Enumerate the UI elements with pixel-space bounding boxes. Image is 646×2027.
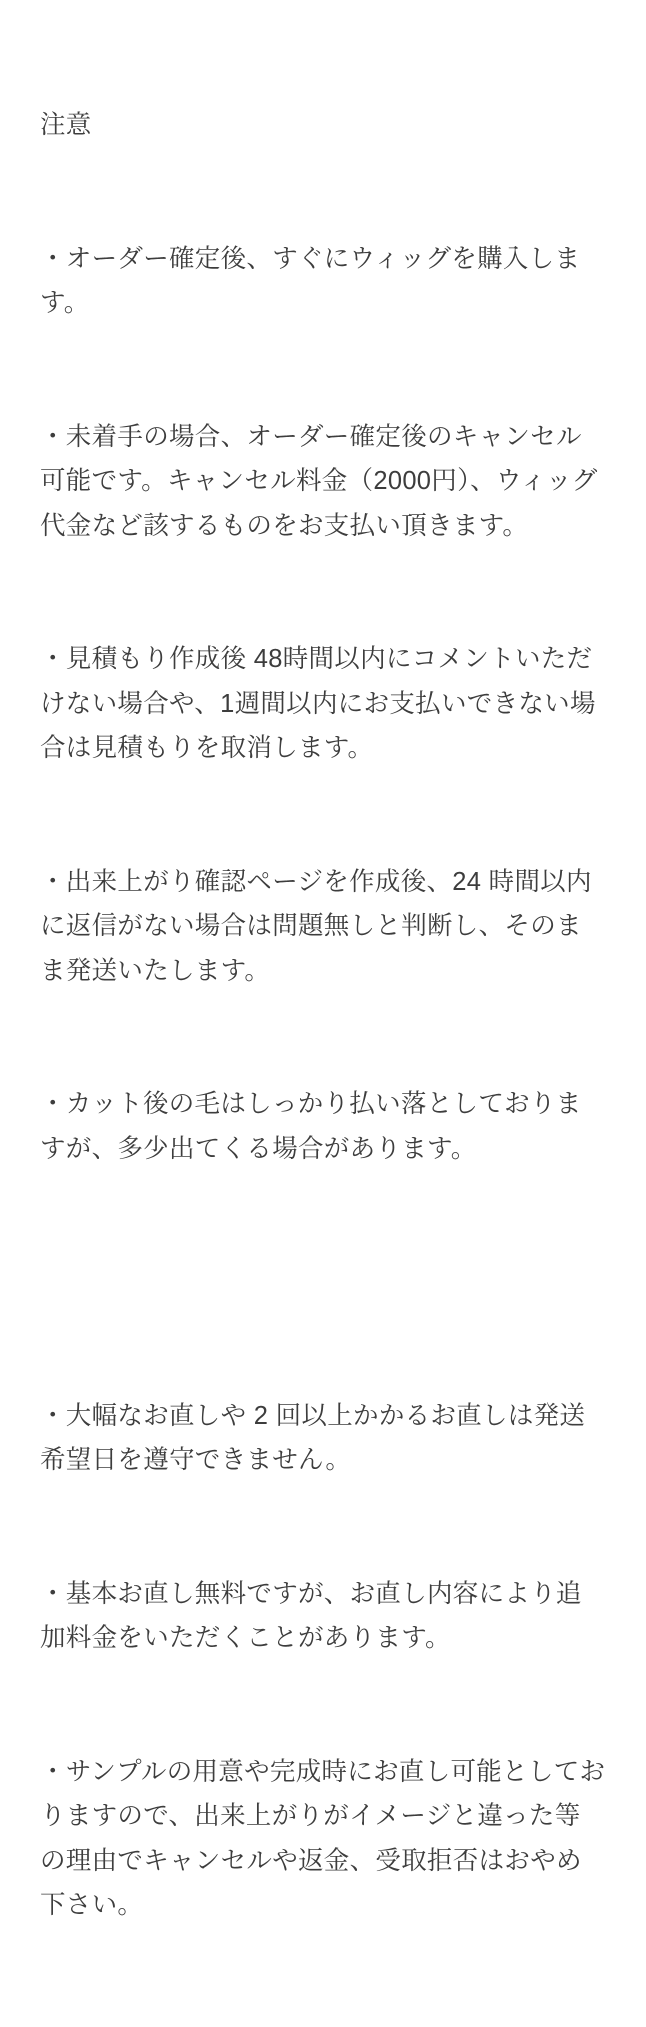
notice-paragraph-7: ・基本お直し無料ですが、お直し内容により追加料金をいただくことがあります。 — [40, 1579, 582, 1652]
notice-paragraph-6: ・大幅なお直しや 2 回以上かかるお直しは発送希望日を遵守できません。 — [40, 1401, 586, 1474]
notice-paragraph-8: ・サンプルの用意や完成時にお直し可能としておりますので、出来上がりがイメージと違った等の理由でキャンセルや返金、受取拒否はおやめ下さい。 — [40, 1757, 606, 1919]
paragraph-spacer — [40, 1260, 606, 1305]
notice-paragraph-3: ・見積もり作成後 48時間以内にコメントいただけない場合や、1週間以内にお支払いできない場合は見積もりを取消します。 — [40, 645, 596, 762]
notice-paragraph-1: ・オーダー確定後、すぐにウィッグを購入します。 — [40, 244, 581, 317]
notice-paragraph-5: ・カット後の毛はしっかり払い落としておりますが、多少出てくる場合があります。 — [40, 1090, 582, 1163]
notice-paragraph-4: ・出来上がり確認ページを作成後、24 時間以内に返信がない場合は問題無しと判断し、そのまま発送いたします。 — [40, 867, 592, 985]
document-heading: 注意 — [40, 111, 92, 139]
notice-paragraph-2: ・未着手の場合、オーダー確定後のキャンセル可能です。キャンセル料金（2000円）、ウィッグ代金など該するものをお支払い頂きます。 — [40, 422, 598, 540]
document-body — [40, 14, 606, 2017]
